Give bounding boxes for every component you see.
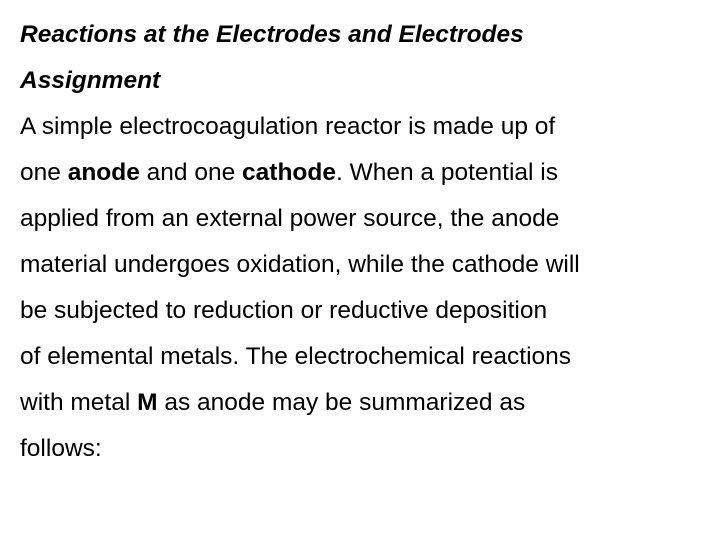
body-paragraph (20, 104, 712, 472)
paragraph-line-7 (20, 380, 712, 426)
text-as-anode: as anode may be summarized as (157, 389, 526, 416)
text-potential: . When a potential is (335, 159, 558, 186)
paragraph-line-1: A simple electrocoagulation reactor is made up of (20, 113, 556, 140)
term-cathode: cathode (242, 159, 336, 186)
paragraph-line-2 (20, 150, 712, 196)
title-line-1: Reactions at the Electrodes and Electrodes (20, 21, 524, 48)
paragraph-line-5: be subjected to reduction or reductive deposition (20, 297, 548, 324)
slide-title (20, 12, 712, 104)
text-one: one (20, 159, 68, 186)
paragraph-line-4: material undergoes oxidation, while the cathode will (20, 251, 580, 278)
slide-content (20, 12, 712, 472)
paragraph-line-8: follows: (20, 435, 102, 462)
paragraph-line-3: applied from an external power source, the anode (20, 205, 560, 232)
term-anode: anode (67, 159, 140, 186)
term-metal-m: M (137, 389, 158, 416)
text-with-metal: with metal (20, 389, 138, 416)
title-line-2: Assignment (20, 67, 161, 94)
paragraph-line-6: of elemental metals. The electrochemical reactions (20, 343, 572, 370)
text-and-one: and one (139, 159, 243, 186)
